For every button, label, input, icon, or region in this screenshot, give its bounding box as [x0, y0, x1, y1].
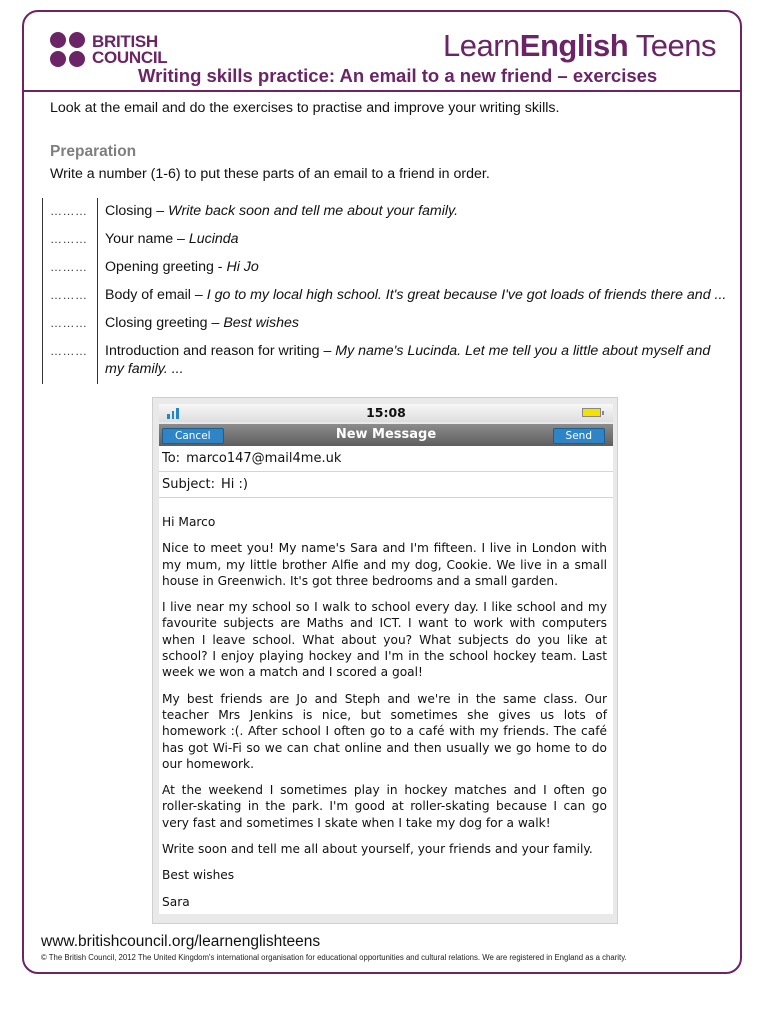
- instruction-text: Write a number (1-6) to put these parts of an email to a friend in order.: [50, 166, 490, 182]
- answer-blank: ………: [42, 198, 98, 226]
- battery-icon: [582, 408, 601, 417]
- email-paragraph: My best friends are Jo and Steph and we're in the same class. Our teacher Mrs Jenkins is nice, but sometimes she gives us lots of homework :(. After school I often go to a café with my friends. The café has got Wi-Fi so we can chat online and then usually we go home to do our homework.: [162, 691, 607, 771]
- to-label: To:: [162, 451, 181, 466]
- answer-blank: ………: [42, 226, 98, 254]
- exercise-row: [42, 226, 732, 254]
- email-paragraph: At the weekend I sometimes play in hockey matches and I often go roller-skating in the park. I'm good at roller-skating because I can go very fast and sometimes I skate when I take my dog for a walk!: [162, 783, 607, 830]
- intro-text: Look at the email and do the exercises to practise and improve your writing skills.: [50, 100, 560, 116]
- subject-label: Subject:: [162, 477, 215, 492]
- copyright-notice: © The British Council, 2012 The United Kingdom's international organisation for educational opportunities and cultural relations. We are registered in England as a charity.: [41, 953, 627, 962]
- exercise-item: Closing – Write back soon and tell me about your family.: [105, 203, 459, 219]
- section-heading: Preparation: [50, 143, 137, 160]
- status-bar: [159, 404, 613, 422]
- exercise-row: [42, 338, 732, 384]
- header-divider: [22, 90, 742, 92]
- answer-blank: ………: [42, 282, 98, 310]
- exercise-item: Opening greeting - Hi Jo: [105, 259, 259, 275]
- cancel-button[interactable]: Cancel: [162, 428, 224, 444]
- email-paragraph: Best wishes: [162, 868, 235, 883]
- email-paragraph: Sara: [162, 894, 190, 909]
- to-value: marco147@mail4me.uk: [186, 451, 342, 466]
- email-paragraph: Write soon and tell me all about yourself, your friends and your family.: [162, 842, 593, 857]
- send-button[interactable]: Send: [553, 428, 605, 444]
- message-title-bar: [159, 424, 613, 446]
- answer-blank: ………: [42, 338, 98, 384]
- british-council-logo: [50, 32, 167, 68]
- email-paragraph: I live near my school so I walk to school every day. I like school and my favourite subjects are Maths and ICT. I want to work with computers when I leave school. What about you? What subjects do you like at school? I enjoy playing hockey and I'm in the school hockey team. Last week we won a match and I scored a goal!: [162, 600, 607, 680]
- exercise-row: [42, 198, 732, 226]
- subject-value: Hi :): [220, 477, 248, 492]
- ordering-exercise-table: [42, 198, 732, 384]
- answer-blank: ………: [42, 310, 98, 338]
- message-compose-area: [159, 446, 613, 914]
- email-paragraph: Nice to meet you! My name's Sara and I'm fifteen. I live in London with my mum, my little brother Alfie and my dog, Cookie. We live in a small house in Greenwich. It's got three bedrooms and a small garden.: [162, 541, 607, 588]
- email-paragraph: Hi Marco: [162, 515, 216, 529]
- clock: 15:08: [366, 405, 406, 420]
- exercise-item: Closing greeting – Best wishes: [105, 315, 300, 331]
- message-body[interactable]: [159, 498, 613, 910]
- subject-field[interactable]: [159, 472, 613, 498]
- exercise-row: [42, 282, 732, 310]
- exercise-item: Introduction and reason for writing – My name's Lucinda. Let me tell you a little about myself and my family. ...: [105, 343, 711, 377]
- answer-blank: ………: [42, 254, 98, 282]
- exercise-item: Body of email – I go to my local high school. It's great because I've got loads of friends there and ...: [105, 287, 727, 303]
- learnenglish-teens-logo: LearnEnglish Teens: [442, 28, 716, 63]
- logo-dots-icon: [50, 32, 86, 68]
- phone-email-screenshot: [152, 397, 618, 924]
- to-field[interactable]: [159, 446, 613, 472]
- exercise-row: [42, 310, 732, 338]
- page-title: Writing skills practice: An email to a new friend – exercises: [138, 65, 658, 86]
- exercise-row: [42, 254, 732, 282]
- footer-url: www.britishcouncil.org/learnenglishteens: [41, 933, 321, 950]
- screen-title: New Message: [335, 427, 437, 442]
- exercise-item: Your name – Lucinda: [105, 231, 239, 247]
- logo-text: BRITISH COUNCIL: [92, 32, 168, 67]
